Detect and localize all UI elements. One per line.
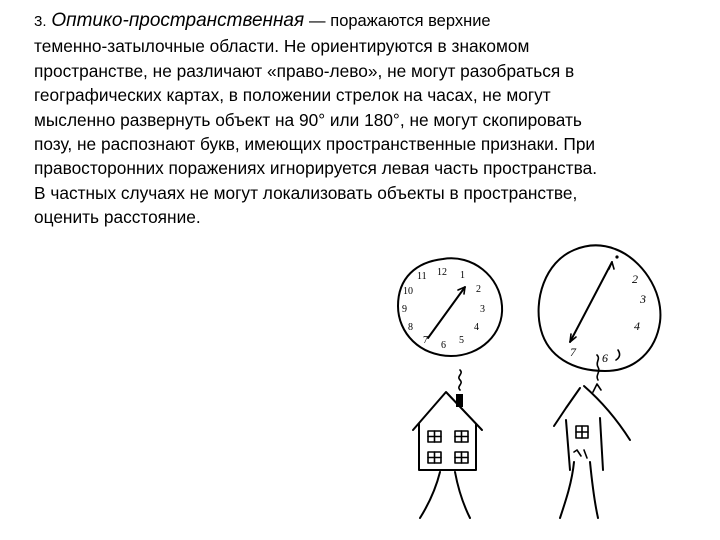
- model-house-window: [428, 452, 441, 463]
- text-line: теменно-затылочные области. Не ориентируются в знакомом: [34, 36, 530, 57]
- model-house-window: [455, 431, 468, 442]
- disorder-term: Оптико-пространственная: [51, 10, 305, 31]
- text-line: мысленно развернуть объект на 90° или 180°, не могут скопировать: [34, 109, 582, 130]
- clock-numeral: 10: [403, 286, 413, 297]
- patient-clock: [539, 245, 661, 371]
- patient-clock-face: [539, 245, 661, 371]
- model-house-chimney: [456, 394, 463, 407]
- clock-mark: 4: [634, 319, 640, 333]
- patient-clock-dot: [615, 255, 618, 258]
- text-line: позу, не распознают букв, имеющих пространственные признаки. При: [34, 134, 596, 155]
- clock-numeral: 7: [423, 335, 428, 346]
- patient-house-roof: [554, 386, 630, 440]
- clock-numeral: 6: [441, 340, 446, 351]
- patient-house-window: [576, 426, 588, 438]
- clock-numeral: 9: [402, 304, 407, 315]
- patient-house-chimney-smoke: [593, 355, 601, 392]
- clock-numeral: 2: [476, 284, 481, 295]
- clock-numeral: 4: [474, 322, 479, 333]
- patient-house: [554, 355, 630, 518]
- clock-numeral: 1: [460, 270, 465, 281]
- text-line: пространстве, не различают «право-лево», не могут разобраться в: [34, 60, 575, 81]
- clock-numeral: 8: [408, 322, 413, 333]
- model-house-roof: [413, 392, 482, 430]
- text-line: оценить расстояние.: [34, 207, 201, 228]
- model-clock-hand: [428, 287, 465, 338]
- patient-house-path: [560, 462, 598, 518]
- patient-clock-squiggle: [616, 350, 620, 360]
- text-line: правосторонних поражениях игнорируется левая часть пространства.: [34, 158, 597, 179]
- patient-clock-hand: [570, 262, 612, 342]
- clock-mark: 7: [570, 345, 576, 359]
- first-line-rest: поражаются верхние: [330, 12, 491, 30]
- clock-numeral: 12: [437, 267, 447, 278]
- clock-mark: 2: [632, 272, 638, 286]
- text-line: географических картах, в положении стрелок на часах, не могут: [34, 85, 551, 106]
- clock-mark: 6: [602, 351, 608, 365]
- model-house: [413, 370, 482, 518]
- clock-numeral: 11: [417, 271, 427, 282]
- clock-mark: 3: [640, 292, 646, 306]
- model-house-smoke: [459, 370, 461, 390]
- clock-numeral: 3: [480, 304, 485, 315]
- patient-house-marks: [574, 450, 587, 458]
- model-house-window: [428, 431, 441, 442]
- text-line: В частных случаях не могут локализовать объекты в пространстве,: [34, 182, 578, 203]
- model-house-path: [420, 472, 470, 518]
- item-number: 3.: [34, 13, 47, 30]
- term-dash: —: [308, 12, 326, 30]
- model-house-window: [455, 452, 468, 463]
- model-clock: [398, 258, 502, 356]
- clock-numeral: 5: [459, 335, 464, 346]
